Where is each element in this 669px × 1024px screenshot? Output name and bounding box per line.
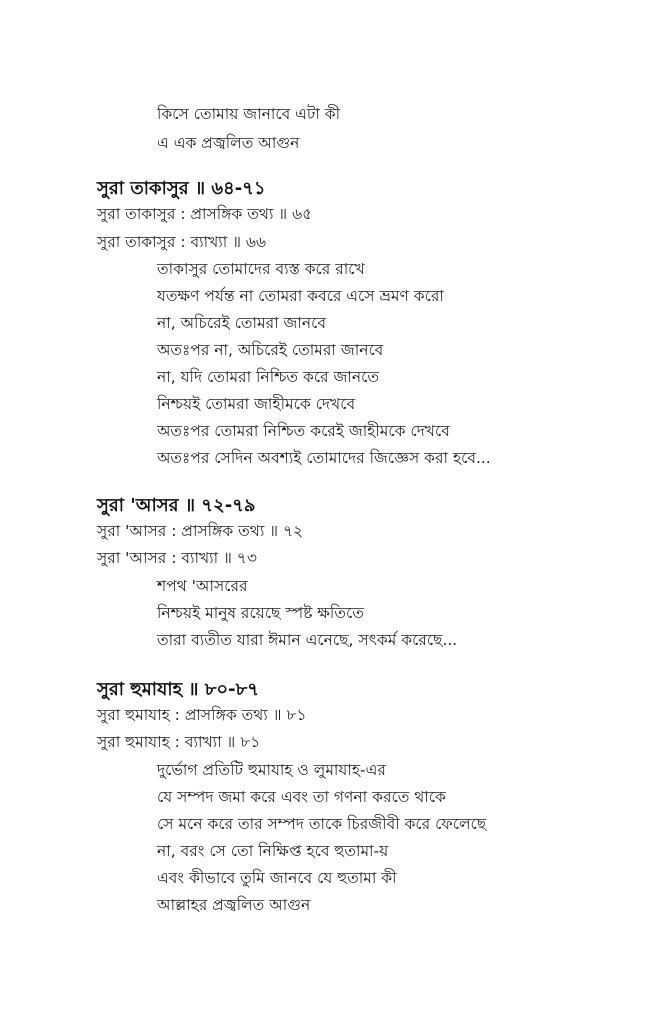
verse-line: যে সম্পদ জমা করে এবং তা গণনা করতে থাকে xyxy=(157,788,446,806)
verse-line: সে মনে করে তার সম্পদ তাকে চিরজীবী করে ফেলেছে xyxy=(157,815,487,833)
section-heading-asr: সুরা 'আসর ॥ ৭২-৭৯ xyxy=(97,495,256,516)
verse-line: না, যদি তোমরা নিশ্চিত করে জানতে xyxy=(157,368,379,386)
intro-line: এ এক প্রজ্বলিত আগুন xyxy=(157,134,300,152)
verse-line: দুর্ভোগ প্রতিটি হুমাযাহ ও লুমাযাহ-এর xyxy=(157,761,386,779)
verse-line: অতঃপর না, অচিরেই তোমরা জানবে xyxy=(157,341,384,359)
verse-line: তাকাসুর তোমাদের ব্যস্ত করে রাখে xyxy=(157,260,365,278)
verse-line: নিশ্চয়ই মানুষ রয়েছে স্পষ্ট ক্ষতিতে xyxy=(157,604,364,622)
toc-entry: সুরা 'আসর : প্রাসঙ্গিক তথ্য ॥ ৭২ xyxy=(97,522,304,540)
intro-line: কিসে তোমায় জানাবে এটা কী xyxy=(157,105,341,123)
verse-line: এবং কীভাবে তুমি জানবে যে হুতামা কী xyxy=(157,869,397,887)
verse-line: আল্লাহর প্রজ্বলিত আগুন xyxy=(157,896,311,914)
section-heading-humazah: সুরা হুমাযাহ ॥ ৮০-৮৭ xyxy=(97,679,259,700)
verse-line: অতঃপর তোমরা নিশ্চিত করেই জাহীমকে দেখবে xyxy=(157,422,450,440)
toc-entry: সুরা হুমাযাহ : ব্যাখ্যা ॥ ৮১ xyxy=(97,733,261,751)
toc-entry: সুরা 'আসর : ব্যাখ্যা ॥ ৭৩ xyxy=(97,549,257,567)
toc-entry: সুরা হুমাযাহ : প্রাসঙ্গিক তথ্য ॥ ৮১ xyxy=(97,706,307,724)
verse-line: শপথ 'আসরের xyxy=(157,577,248,595)
verse-line: নিশ্চয়ই তোমরা জাহীমকে দেখবে xyxy=(157,395,356,413)
verse-line: যতক্ষণ পর্যন্ত না তোমরা কবরে এসে ভ্রমণ করো xyxy=(157,287,444,305)
section-heading-takasur: সুরা তাকাসুর ॥ ৬৪-৭১ xyxy=(97,178,266,199)
verse-line: অতঃপর সেদিন অবশ্যই তোমাদের জিজ্ঞেস করা হবে... xyxy=(157,449,491,467)
verse-line: না, অচিরেই তোমরা জানবে xyxy=(157,314,327,332)
verse-line: না, বরং সে তো নিক্ষিপ্ত হবে হুতামা-য় xyxy=(157,842,389,860)
toc-entry: সুরা তাকাসুর : ব্যাখ্যা ॥ ৬৬ xyxy=(97,233,267,251)
toc-entry: সুরা তাকাসুর : প্রাসঙ্গিক তথ্য ॥ ৬৫ xyxy=(97,205,313,223)
verse-line: তারা ব্যতীত যারা ঈমান এনেছে, সৎকর্ম করেছে... xyxy=(157,631,458,649)
